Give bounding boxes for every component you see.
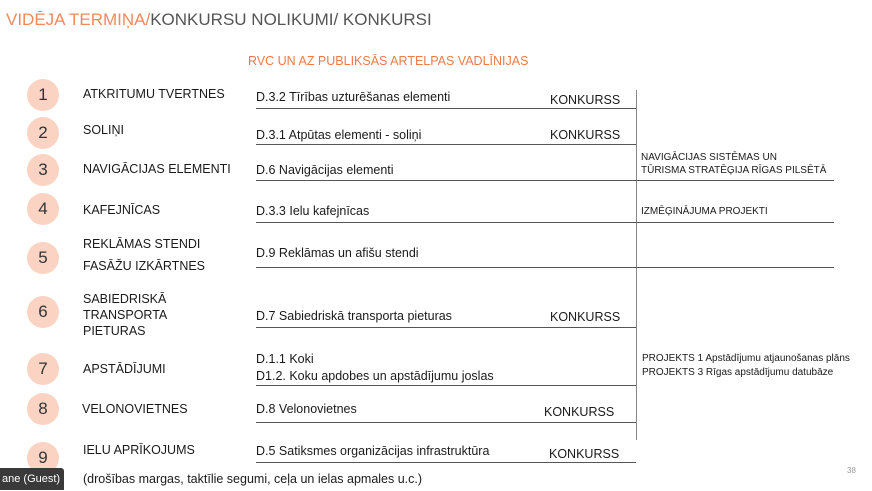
row-number-badge: 3: [27, 154, 59, 186]
row-underline: [256, 422, 636, 423]
row-code: D.3.2 Tīrības uzturēšanas elementi: [256, 90, 451, 104]
guest-name-tag: ane (Guest): [0, 468, 64, 490]
row-label: TRANSPORTA: [83, 308, 168, 322]
title-rest: KONKURSU NOLIKUMI/ KONKURSI: [150, 10, 432, 29]
konkurss-tag: KONKURSS: [550, 93, 621, 107]
row-label: SABIEDRISKĀ: [83, 292, 167, 306]
row-underline: [256, 144, 636, 145]
row-underline: [256, 180, 834, 181]
row-note: (drošības margas, taktīlie segumi, ceļa un ielas apmales u.c.): [83, 472, 423, 486]
row-code: D.3.3 Ielu kafejnīcas: [256, 204, 370, 218]
row-label: REKLĀMAS STENDI: [83, 237, 201, 251]
side-note-trial: IZMĒĢINĀJUMA PROJEKTI: [641, 206, 768, 217]
row-label: APSTĀDĪJUMI: [83, 362, 166, 376]
side-note-navigation: TŪRISMA STRATĒĢIJA RĪGAS PILSĒTĀ: [641, 165, 827, 176]
slide-subtitle: RVC UN AZ PUBLIKSĀS ARTELPAS VADLĪNIJAS: [248, 54, 529, 68]
row-number-badge: 8: [27, 393, 59, 425]
row-underline: [256, 222, 834, 223]
side-note-project: PROJEKTS 1 Apstādījumu atjaunošanas plāns: [642, 353, 850, 364]
row-underline: [256, 267, 834, 268]
row-number-badge: 4: [27, 193, 59, 225]
konkurss-tag: KONKURSS: [544, 405, 615, 419]
row-underline: [256, 327, 636, 328]
title-accent: VIDĒJA TERMIŅA/: [6, 10, 151, 29]
row-number-badge: 6: [27, 296, 59, 328]
konkurss-tag: KONKURSS: [549, 447, 620, 461]
row-label: PIETURAS: [83, 324, 146, 338]
slide-title: [6, 10, 432, 30]
row-label: FASĀŽU IZKĀRTNES: [83, 259, 206, 273]
row-number-badge: 7: [27, 353, 59, 385]
row-code: D.8 Velonovietnes: [256, 402, 357, 416]
row-code: D.5 Satiksmes organizācijas infrastruktūra: [256, 444, 490, 458]
row-code: D.1.1 Koki: [256, 352, 314, 366]
row-underline: [256, 108, 636, 109]
row-underline: [256, 385, 636, 386]
konkurss-tag: KONKURSS: [550, 310, 621, 324]
row-label: KAFEJNĪCAS: [83, 203, 161, 217]
row-number-badge: 2: [27, 117, 59, 149]
row-label: IELU APRĪKOJUMS: [83, 443, 195, 457]
row-underline: [256, 462, 636, 463]
row-number-badge: 9: [27, 442, 59, 474]
row-code: D.7 Sabiedriskā transporta pieturas: [256, 309, 452, 323]
row-code: D.3.1 Atpūtas elementi - soliņi: [256, 128, 422, 142]
row-number-badge: 5: [27, 242, 59, 274]
row-label: ATKRITUMU TVERTNES: [83, 87, 225, 101]
row-label: NAVIGĀCIJAS ELEMENTI: [83, 162, 231, 176]
row-code: D.9 Reklāmas un afišu stendi: [256, 246, 419, 260]
row-number-badge: 1: [27, 79, 59, 111]
page-number: 38: [847, 466, 856, 475]
column-divider: [636, 90, 637, 440]
row-label: SOLIŅI: [83, 123, 124, 137]
row-label: VELONOVIETNES: [82, 402, 188, 416]
row-code: D.6 Navigācijas elementi: [256, 163, 394, 177]
konkurss-tag: KONKURSS: [550, 128, 621, 142]
side-note-navigation: NAVIGĀCIJAS SISTĒMAS UN: [641, 152, 777, 163]
row-code: D1.2. Koku apdobes un apstādījumu joslas: [256, 369, 494, 383]
side-note-project: PROJEKTS 3 Rīgas apstādījumu datubāze: [642, 367, 834, 378]
